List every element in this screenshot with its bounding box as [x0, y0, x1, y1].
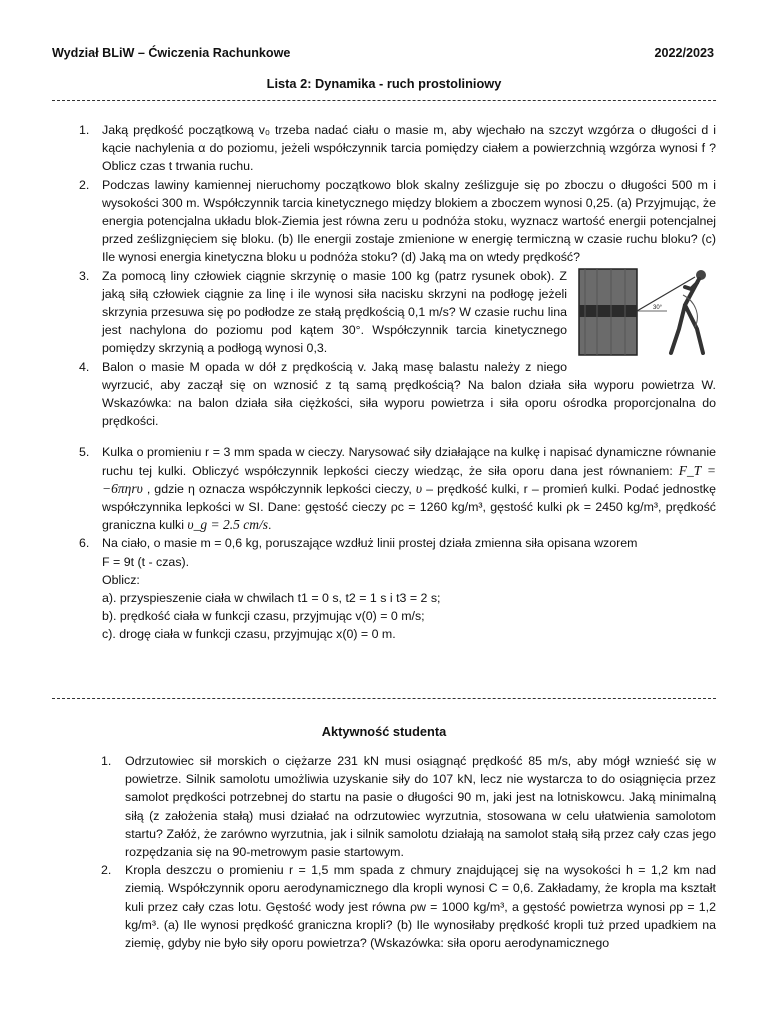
header-year: 2022/2023	[654, 46, 714, 60]
problem-list	[52, 121, 716, 644]
header-faculty: Wydział BLiW – Ćwiczenia Rachunkowe	[52, 46, 291, 60]
problem-6: 6. Na ciało, o masie m = 0,6 kg, poruszające wzdłuż linii prostej działa zmienna siła opisana wzorem F = 9t (t - czas). Oblicz: a). przyspieszenie ciała w chwilach t1 = 0 s, t2 = 1 s i t3 = 2 s; b). prędkość ciała w funkcji czasu, przyjmując v(0) = 0 m/s; c). drogę ciała w funkcji czasu, przyjmując x(0) = 0 m.	[52, 534, 716, 643]
problem-1: 1. Jaką prędkość początkową v₀ trzeba nadać ciału o masie m, aby wjechało na szczyt wzgórza o długości d i kącie nachylenia α do poziomu, jeżeli współczynnik tarcia pomiędzy ciałem a powierzchnią wzgórza wynosi f ? Oblicz czas t trwania ruchu.	[52, 121, 716, 176]
problem-line: b). prędkość ciała w funkcji czasu, przyjmując v(0) = 0 m/s;	[102, 609, 425, 624]
section-title: Aktywność studenta	[321, 724, 447, 739]
problem-3: 3. 30° Za pomocą liny człowiek ciągnie skrzynię o masie 100 kg (patrz rysunek obok). Z jaką siłą człowiek ciągnie za linę i ile wynosi siła nacisku skrzyni na podłogę jeżeli skrzynia przesuwa się po podłodze ze stałą prędkością 0,1 m/s? W czasie ruchu lina jest nachylona do poziomu pod kątem 30°. Współczynnik tarcia kinetycznego pomiędzy skrzynią a podłogą wynosi 0,3.	[52, 267, 716, 358]
problem-4: 4. Balon o masie M opada w dół z prędkością v. Jaką masę balastu należy z niego wyrzucić, aby zaczął się on wznosić z tą samą prędkością? Na balon działa siła wyporu powietrza W. Wskazówka: na balon działa siła ciężkości, siła wyporu powietrza i siła oporu ośrodka proporcjonalna do prędkości.	[52, 358, 716, 431]
problem-line: F = 9t (t - czas).	[102, 554, 190, 569]
activity-text: Odrzutowiec sił morskich o ciężarze 231 kN musi osiągnąć prędkość 85 m/s, aby mógł wznieść się w powietrze. Silnik samolotu umożliwia uzyskanie siły do 107 kN, lecz nie wystarcza to do osiągnięcia przez samolot prędkości potrzebnej do startu na pasie o długości 90 m, jaki jest na lotniskowcu. Jaką minimalną siłą (z założenia stałą) musi działać na odrzutowiec wyrzutnia, stosowana w celu ułatwienia samolotom startu? Załóż, że zarówno wyrzutnia, jak i silnik samolotu działają na samolot stałą siłą przez cały czas jego rozpędzania się na 90-metrowym pasie startowym.	[125, 754, 716, 860]
activity-2: 2. Kropla deszczu o promieniu r = 1,5 mm spada z chmury znajdującej się na wysokości h = 1,2 km nad ziemią. Współczynnik oporu aerodynamicznego dla kropli wynosi C = 0,6. Zakładamy, że kropla ma kształt kuli przez cały czas lotu. Gęstość wody jest równa ρw = 1000 kg/m³, a gęstość powietrza wynosi ρp = 1,2 kg/m³. (a) Ile wynosi prędkość graniczna kropli? (b) Ile wynosiłaby prędkość kropli tuż przed upadkiem na ziemię, gdyby nie było siły oporu powietrza? (Wskazówka: siła oporu aerodynamicznego	[52, 861, 716, 952]
crate-pulling-figure	[575, 265, 720, 357]
problem-text: Balon o masie M opada w dół z prędkością v. Jaką masę balastu należy z niego wyrzucić, aby zaczął się on wznosić z tą samą prędkością? Na balon działa siła wyporu powietrza W. Wskazówka: na balon działa siła ciężkości, siła wyporu powietrza i siła oporu ośrodka proporcjonalna do prędkości.	[102, 359, 716, 429]
problem-line: Na ciało, o masie m = 0,6 kg, poruszające wzdłuż linii prostej działa zmienna siła opisana wzorem	[102, 536, 638, 551]
problem-text: Kulka o promieniu r = 3 mm spada w cieczy. Narysować siły działające na kulkę i napisać dynamiczne równanie ruchu tej kulki. Obliczyć współczynnik lepkości cieczy wiedząc, że siła oporu dana jest równaniem: F_T = −6πηrυ , gdzie η oznacza współczynnik lepkości cieczy, υ – prędkość kulki, r – promień kulki. Podać jednostkę współczynnika lepkości w SI. Dane: gęstość cieczy ρc = 1260 kg/m³, gęstość kulki ρk = 2450 kg/m³, prędkość graniczna kulki υ_g = 2.5 cm/s.	[102, 445, 717, 533]
dashed-divider	[52, 100, 716, 101]
angle-label: 30°	[653, 304, 663, 311]
problem-2: 2. Podczas lawiny kamiennej nieruchomy początkowo blok skalny ześlizguje się po zboczu o długości 500 m i wysokości 300 m. Współczynnik tarcia kinetycznego między blokiem a zboczem wynosi 0,25. (a) Przyjmując, że energia potencjalna układu blok-Ziemia jest równa zeru u podnóża stoku, wyznacz wartość energii potencjalnej przed ześlizgnięciem się bloku. (b) Ile energii zostaje zmienione w energię termiczną w czasie ruchu bloku? (c) Ile wynosi energia kinetyczna bloku u podnóża stoku? (d) Jaką ma on wtedy prędkość?	[52, 176, 716, 267]
velocity-symbol: υ	[415, 480, 423, 496]
activity-text: Kropla deszczu o promieniu r = 1,5 mm spada z chmury znajdującej się na wysokości h = 1,2 km nad ziemią. Współczynnik oporu aerodynamicznego dla kropli wynosi C = 0,6. Zakładamy, że kropla ma kształt kuli przez cały czas lotu. Gęstość wody jest równa ρw = 1000 kg/m³, a gęstość powietrza wynosi ρp = 1,2 kg/m³. (a) Ile wynosi prędkość graniczna kropli? (b) Ile wynosiłaby prędkość kropli tuż przed upadkiem na ziemię, gdyby nie było siły oporu powietrza? (Wskazówka: siła oporu aerodynamicznego	[125, 863, 716, 951]
dashed-divider	[52, 698, 716, 699]
problem-line: c). drogę ciała w funkcji czasu, przyjmując x(0) = 0 m.	[102, 627, 396, 642]
problem-text: Za pomocą liny człowiek ciągnie skrzynię o masie 100 kg (patrz rysunek obok). Z jaką siłą człowiek ciągnie za linę i ile wynosi siła nacisku skrzyni na podłogę jeżeli skrzynia przesuwa się po podłodze ze stałą prędkością 0,1 m/s? W czasie ruchu lina jest nachylona do poziomu pod kątem 30°. Współczynnik tarcia kinetycznego pomiędzy skrzynią a podłogą wynosi 0,3.	[102, 268, 567, 356]
problem-text: Podczas lawiny kamiennej nieruchomy początkowo blok skalny ześlizguje się po zboczu o długości 500 m i wysokości 300 m. Współczynnik tarcia kinetycznego między blokiem a zboczem wynosi 0,25. (a) Przyjmując, że energia potencjalna układu blok-Ziemia jest równa zeru u podnóża stoku, wyznacz wartość energii potencjalnej przed ześlizgnięciem się bloku. (b) Ile energii zostaje zmienione w energię termiczną w czasie ruchu bloku? (c) Ile wynosi energia kinetyczna bloku u podnóża stoku? (d) Jaką ma on wtedy prędkość?	[102, 177, 716, 265]
activity-1: 1. Odrzutowiec sił morskich o ciężarze 231 kN musi osiągnąć prędkość 85 m/s, aby mógł wznieść się w powietrze. Silnik samolotu umożliwia uzyskanie siły do 107 kN, lecz nie wystarcza to do osiągnięcia przez samolot prędkości potrzebnej do startu na pasie o długości 90 m, jaki jest na lotniskowcu. Jaką minimalną siłą (z założenia stałą) musi działać na odrzutowiec wyrzutnia, stosowana w celu ułatwienia samolotom startu? Załóż, że zarówno wyrzutnia, jak i silnik samolotu działają na samolot stałą siłą przez cały czas jego rozpędzania się na 90-metrowym pasie startowym.	[52, 752, 716, 861]
page-title: Lista 2: Dynamika - ruch prostoliniowy	[266, 76, 502, 91]
problem-text: Jaką prędkość początkową v₀ trzeba nadać ciału o masie m, aby wjechało na szczyt wzgórza o długości d i kącie nachylenia α do poziomu, jeżeli współczynnik tarcia pomiędzy ciałem a powierzchnią wzgórza wynosi f ? Oblicz czas t trwania ruchu.	[102, 123, 716, 174]
drag-force-formula: F_T = −6πηrυ	[102, 462, 716, 496]
activity-list	[52, 752, 716, 952]
problem-line: Oblicz:	[102, 572, 140, 587]
terminal-velocity-formula: υ_g = 2.5 cm/s	[187, 517, 268, 533]
problem-line: a). przyspieszenie ciała w chwilach t1 = 0 s, t2 = 1 s i t3 = 2 s;	[102, 591, 441, 606]
problem-5: 5. Kulka o promieniu r = 3 mm spada w cieczy. Narysować siły działające na kulkę i napisać dynamiczne równanie ruchu tej kulki. Obliczyć współczynnik lepkości cieczy wiedząc, że siła oporu dana jest równaniem: F_T = −6πηrυ , gdzie η oznacza współczynnik lepkości cieczy, υ – prędkość kulki, r – promień kulki. Podać jednostkę współczynnika lepkości w SI. Dane: gęstość cieczy ρc = 1260 kg/m³, gęstość kulki ρk = 2450 kg/m³, prędkość graniczna kulki υ_g = 2.5 cm/s.	[52, 443, 716, 534]
